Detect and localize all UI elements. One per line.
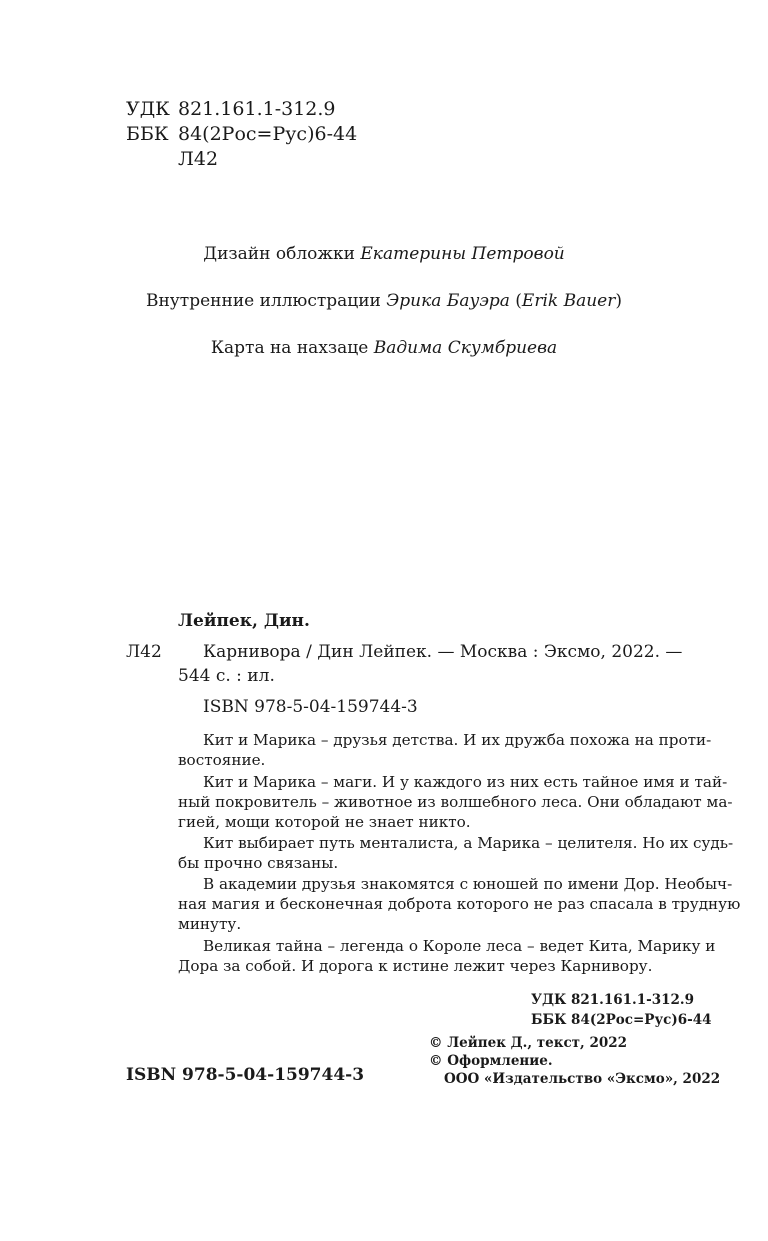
illus-credit-original: Erik Bauer bbox=[521, 291, 616, 311]
author-heading: Лейпек, Дин. bbox=[178, 611, 310, 631]
annotation-line: минуту. bbox=[178, 915, 242, 933]
annotation-line: ная магия и бесконечная доброта которого не раз спасала в трудную bbox=[178, 895, 741, 913]
annotation-line: востояние. bbox=[178, 751, 266, 769]
illus-credit-prefix: Внутренние иллюстрации bbox=[145, 291, 387, 311]
annotation-line: бы прочно связаны. bbox=[178, 854, 339, 872]
bibliographic-line-2: 544 с. : ил. bbox=[178, 666, 275, 686]
isbn-footer: ISBN 978-5-04-159744-3 bbox=[126, 1065, 365, 1085]
catalog-code: Л42 bbox=[126, 642, 162, 662]
copyright-design: © Оформление. bbox=[429, 1053, 553, 1069]
map-credit-name: Вадима Скумбриева bbox=[373, 338, 558, 358]
footer-udk: УДК 821.161.1-312.9 bbox=[531, 992, 694, 1008]
illus-credit-name: Эрика Бауэра bbox=[386, 291, 510, 311]
map-credit bbox=[0, 336, 768, 360]
annotation-line: Дора за собой. И дорога к истине лежит через Карнивору. bbox=[178, 957, 653, 975]
illus-credit-close: ) bbox=[615, 291, 622, 311]
bbk-label: ББК bbox=[126, 123, 169, 145]
udk-label: УДК bbox=[126, 98, 170, 120]
annotation-line: В академии друзья знакомятся с юношей по имени Дор. Необыч- bbox=[203, 875, 733, 893]
udk-value: 821.161.1-312.9 bbox=[178, 98, 336, 120]
bbk-value: 84(2Рос=Рус)6-44 bbox=[178, 123, 358, 145]
cover-credit-name: Екатерины Петровой bbox=[360, 244, 565, 264]
isbn-inline: ISBN 978-5-04-159744-3 bbox=[203, 697, 418, 717]
copyright-publisher: ООО «Издательство «Эксмо», 2022 bbox=[444, 1071, 721, 1087]
map-credit-prefix: Карта на нахзаце bbox=[210, 338, 374, 358]
annotation-line: Великая тайна – легенда о Короле леса – ведет Кита, Марику и bbox=[203, 937, 716, 955]
annotation-line: Кит выбирает путь менталиста, а Марика – целителя. Но их судь- bbox=[203, 834, 734, 852]
bibliographic-line-1: Карнивора / Дин Лейпек. — Москва : Эксмо, 2022. — bbox=[203, 642, 683, 662]
footer-bbk: ББК 84(2Рос=Рус)6-44 bbox=[531, 1012, 712, 1028]
illustrations-credit bbox=[0, 289, 768, 313]
copyright-text: © Лейпек Д., текст, 2022 bbox=[429, 1035, 628, 1051]
cover-credit-prefix: Дизайн обложки bbox=[203, 244, 361, 264]
author-sign: Л42 bbox=[178, 148, 219, 170]
annotation-line: Кит и Марика – маги. И у каждого из них есть тайное имя и тай- bbox=[203, 773, 728, 791]
annotation-line: ный покровитель – животное из волшебного леса. Они обладают ма- bbox=[178, 793, 733, 811]
annotation-line: Кит и Марика – друзья детства. И их дружба похожа на проти- bbox=[203, 731, 712, 749]
illus-credit-open: ( bbox=[509, 291, 522, 311]
annotation-line: гией, мощи которой не знает никто. bbox=[178, 813, 471, 831]
cover-design-credit bbox=[0, 242, 768, 266]
